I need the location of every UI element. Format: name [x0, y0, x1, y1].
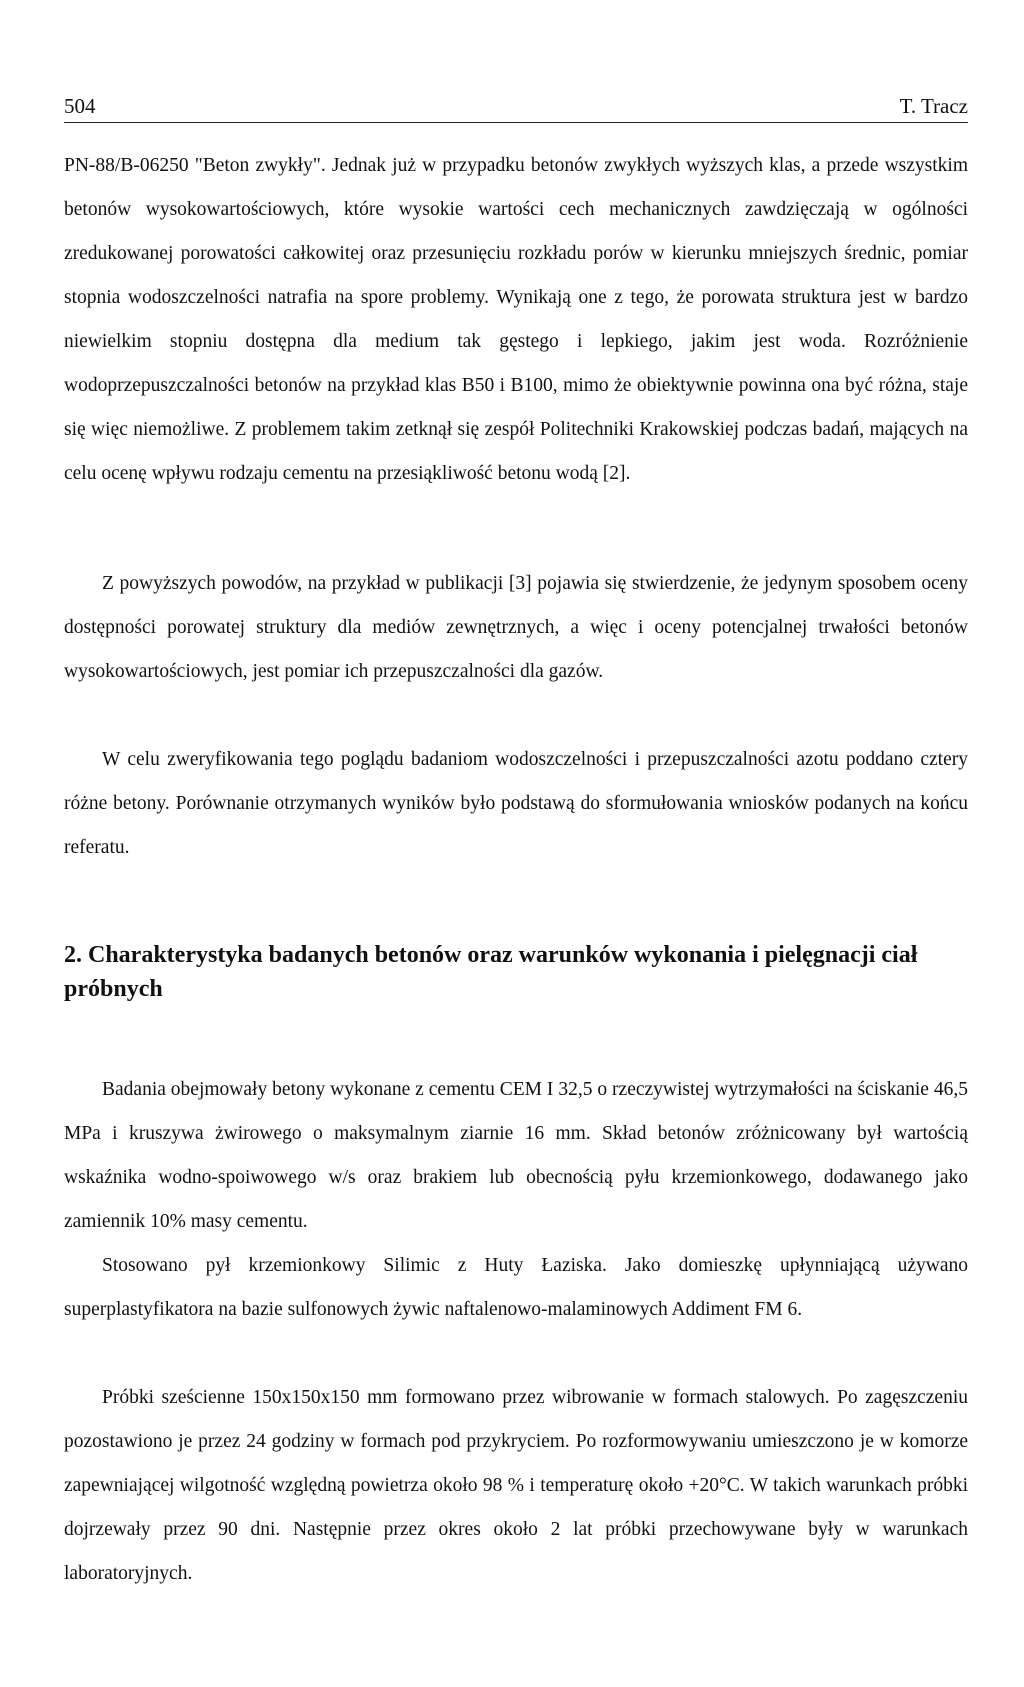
paragraph-2: Z powyższych powodów, na przykład w publikacji [3] pojawia się stwierdzenie, że jedynym sposobem oceny dostępności porowatej struktury dla mediów zewnętrznych, a więc i oceny potencjalnej trwałości betonów wysokowartościowych, jest pomiar ich przepuszczalności dla gazów.	[64, 573, 968, 682]
section-paragraph-1: Badania obejmowały betony wykonane z cementu CEM I 32,5 o rzeczywistej wytrzymałości na ściskanie 46,5 MPa i kruszywa żwirowego o maksymalnym ziarnie 16 mm. Skład betonów zróżnicowany był wartością wskaźnika wodno-spoiwowego w/s oraz brakiem lub obecnością pyłu krzemionkowego, dodawanego jako zamiennik 10% masy cementu.	[64, 1079, 968, 1232]
section-heading: 2. Charakterystyka badanych betonów oraz warunków wykonania i pielęgnacji ciał próbnych	[64, 942, 918, 1002]
paragraph-3: W celu zweryfikowania tego poglądu badaniom wodoszczelności i przepuszczalności azotu poddano cztery różne betony. Porównanie otrzymanych wyników było podstawą do sformułowania wniosków podanych na końcu referatu.	[64, 749, 968, 858]
running-header-author: T. Tracz	[899, 94, 968, 118]
page-number: 504	[64, 94, 96, 118]
section-paragraph-2: Stosowano pył krzemionkowy Silimic z Huty Łaziska. Jako domieszkę upłynniającą używano superplastyfikatora na bazie sulfonowych żywic naftalenowo-malaminowych Addiment FM 6.	[64, 1255, 968, 1320]
paragraph-1: PN-88/B-06250 "Beton zwykły". Jednak już w przypadku betonów zwykłych wyższych klas, a przede wszystkim betonów wysokowartościowych, które wysokie wartości cech mechanicznych zawdzięczają w ogólności zredukowanej porowatości całkowitej oraz przesunięciu rozkładu porów w kierunku mniejszych średnic, pomiar stopnia wodoszczelności natrafia na spore problemy. Wynikają one z tego, że porowata struktura jest w bardzo niewielkim stopniu dostępna dla medium tak gęstego i lepkiego, jakim jest woda. Rozróżnienie wodoprzepuszczalności betonów na przykład klas B50 i B100, mimo że obiektywnie powinna ona być różna, staje się więc niemożliwe. Z problemem takim zetknął się zespół Politechniki Krakowskiej podczas badań, mających na celu ocenę wpływu rodzaju cementu na przesiąkliwość betonu wodą [2].	[64, 155, 968, 484]
running-header	[64, 84, 968, 123]
section-paragraph-3: Próbki sześcienne 150x150x150 mm formowano przez wibrowanie w formach stalowych. Po zagęszczeniu pozostawiono je przez 24 godziny w formach pod przykryciem. Po rozformowywaniu umieszczono je w komorze zapewniającej wilgotność względną powietrza około 98 % i temperaturę około +20°C. W takich warunkach próbki dojrzewały przez 90 dni. Następnie przez okres około 2 lat próbki przechowywane były w warunkach laboratoryjnych.	[64, 1387, 968, 1584]
